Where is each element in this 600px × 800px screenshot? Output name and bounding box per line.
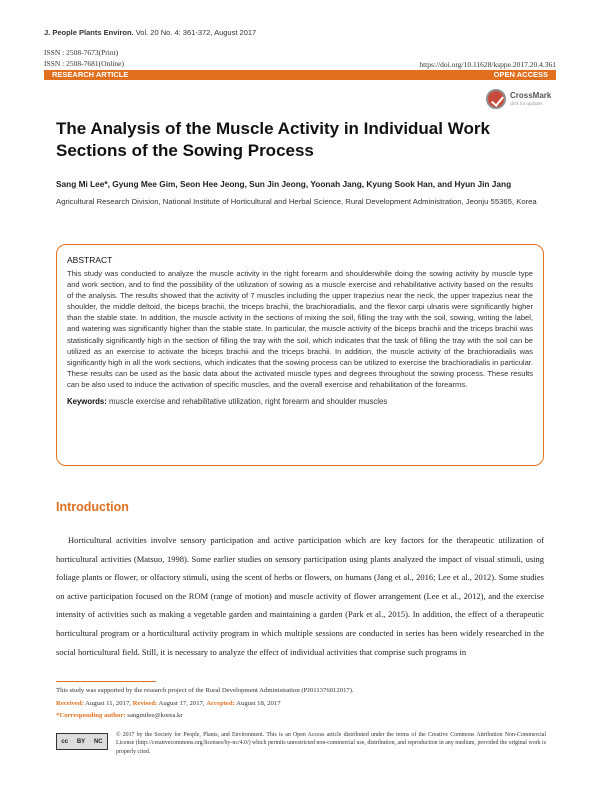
introduction-text: Horticultural activities involve sensory participation and active participation which are key factors for the therapeutic utilization of horticultural activities (Matsuo, 1998). Some earlier studies on sensory participation using plants analyzed the impact of visual stimuli, using foliage plants or flower, or olfactory stimuli, using the scent of herbs or flowers, on humans (Jang et al., 2016; Lee et al., 2012). Some studies on active participation focused on the ROM (range of motion) and muscle activity of flower arrangement (Lee et al., 2012), and the exercise intensity of activities such as making a vegetable garden and maintaining a garden (Park et al., 2015). In addition, the effect of a therapeutic horticultural program or a horticultural activity program in which multiple sessions are conducted in series has been widely researched in the social horticultural field. Still, it is necessary to analyze the effect of individual activities that comprise such programs in [56, 535, 544, 657]
issn-print: ISSN : 2508-7673(Print) [44, 48, 119, 57]
abstract-box [56, 244, 544, 466]
keywords-label: Keywords: [67, 397, 107, 407]
affiliation: Agricultural Research Division, National Institute of Horticultural and Herbal Science, Rural Development Administration, Jeonju 55365, Korea [56, 197, 537, 206]
crossmark-label: CrossMark [510, 91, 552, 100]
corresponding-label: *Corresponding author: [56, 712, 126, 719]
crossmark-icon [486, 89, 506, 109]
article-type: RESEARCH ARTICLE [52, 70, 129, 79]
revised-label: Revised: [132, 700, 158, 707]
corresponding-author [56, 712, 183, 719]
issn-online: ISSN : 2508-7681(Online) [44, 59, 124, 68]
article-dates [56, 700, 281, 707]
keywords-text: muscle exercise and rehabilitative utilization, right forearm and shoulder muscles [106, 397, 388, 407]
introduction-heading: Introduction [56, 500, 129, 514]
footnote-divider [56, 681, 156, 682]
author-list: Sang Mi Lee*, Gyung Mee Gim, Seon Hee Jeong, Sun Jin Jeong, Yoonah Jang, Kyung Sook Han, and Hyun Jin Jang [56, 179, 512, 189]
license-text: © 2017 by the Society for People, Plants, and Environment. This is an Open Access article distributed under the terms of the Creative Commons Attribution Non-Commercial License (http://creativecommons.org/licenses/by-nc/4.0/) which permits unrestricted non-commercial use, distribution, and reproduction in any medium, provided the original work is properly cited. [116, 732, 546, 755]
open-access-label: OPEN ACCESS [493, 70, 548, 79]
received-label: Received: [56, 700, 84, 707]
cc-icon: cc [61, 738, 69, 745]
article-title: The Analysis of the Muscle Activity in Individual Work Sections of the Sowing Process [56, 119, 490, 160]
cc-license-icon[interactable] [56, 733, 108, 750]
journal-name: J. People Plants Environ. [44, 28, 134, 37]
crossmark-sub: click for updates [510, 101, 543, 106]
journal-volume: Vol. 20 No. 4: 361-372, August 2017 [133, 28, 257, 37]
article-type-bar [44, 70, 556, 80]
revised-date: August 17, 2017, [157, 700, 207, 707]
accepted-label: Accepted: [206, 700, 235, 707]
abstract-heading: ABSTRACT [67, 255, 113, 265]
crossmark-badge[interactable] [486, 89, 556, 113]
journal-citation [44, 28, 256, 37]
doi-link[interactable]: https://doi.org/10.11628/ksppe.2017.20.4.361 [419, 60, 556, 69]
corresponding-email[interactable]: sangmilee@korea.kr [125, 712, 183, 719]
funding-note: This study was supported by the research project of the Rural Development Administration (PJ011376012017). [56, 687, 354, 694]
by-icon: BY [76, 738, 86, 745]
accepted-date: August 18, 2017 [234, 700, 281, 707]
nc-icon: NC [93, 738, 103, 745]
keywords [67, 397, 533, 406]
abstract-text: This study was conducted to analyze the muscle activity in the right forearm and shoulderwhile doing the sowing activity by muscle type and work section, and to find the possibility of the utilization of sowing as a muscle exercise and rehabilitative activity based on the results of the analysis. The results showed that the activity of 7 muscles including the upper trapezius near the neck, the upper trapezius near the shoulder, the middle deltoid, the biceps brachii, the triceps brachii, the brachioradialis, and the flexor carpi ulnaris were significantly higher than the stable state. In addition, the muscle activity in the sections of mixing the soil, filling the tray with the soil, sowing, writing the label, and watering was significantly higher than the stable state. In particular, the muscle activity of the biceps brachii and the triceps brachii was statistically significantly high in the section of filling the tray with the soil, which indicates that the task of filling the tray with the soil can be utilized as an exercise to activate the biceps brachii and the triceps brachii. In addition, the muscle activity of the brachioradialis was significantly high in all the work sections, which indicates that the sowing process can be utilized to exercise the brachioradialis in particular. These results can be used as the basic data about the activated muscle types and degrees throughout the sowing process. These results can be also used to induce the activation of specific muscles, and the overall exercise and rehabilitation of the forearms. [67, 269, 533, 389]
received-date: August 11, 2017, [83, 700, 133, 707]
